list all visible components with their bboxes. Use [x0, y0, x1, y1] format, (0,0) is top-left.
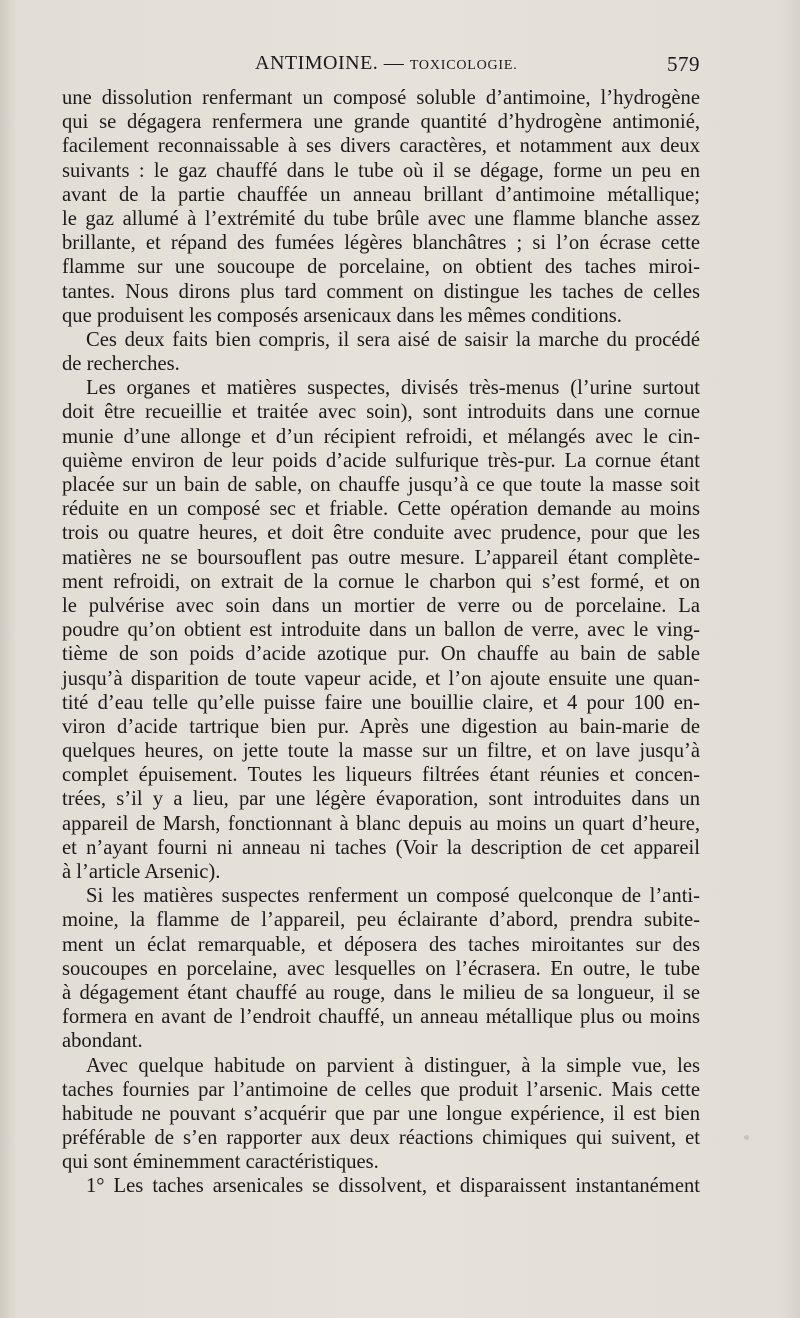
paper-speck: [744, 1135, 749, 1140]
text-line: une dissolution renfermant un composé soluble d’antimoine, l’hydrogène: [62, 87, 700, 109]
text-line: viron d’acide tartrique bien pur. Après une digestion au bain-marie de: [62, 715, 700, 738]
text-line: que produisent les composés arsenicaux dans les mêmes conditions.: [62, 304, 622, 327]
text-line: Les organes et matières suspectes, divisés très-menus (l’urine surtout: [86, 377, 700, 400]
text-line: de recherches.: [62, 353, 180, 376]
text-line: préférable de s’en rapporter aux deux réactions chimiques qui suivent, et: [62, 1127, 700, 1150]
text-line: jusqu’à disparition de toute vapeur acide, et l’on ajoute ensuite une quan-: [62, 667, 700, 690]
text-line: tantes. Nous dirons plus tard comment on distingue les taches de celles: [62, 280, 700, 303]
text-line: qui sont éminemment caractéristiques.: [62, 1151, 379, 1174]
text-line: 1° Les taches arsenicales se dissolvent, et disparaissent instantanément: [86, 1175, 700, 1198]
text-line: facilement reconnaissable à ses divers caractères, et notamment aux deux: [62, 135, 700, 158]
text-line: réduite en un composé sec et friable. Cette opération demande au moins: [62, 498, 700, 521]
text-line: doit être recueillie et traitée avec soin), sont introduits dans une cornue: [62, 401, 700, 424]
text-line: tité d’eau telle qu’elle puisse faire une bouillie claire, et 4 pour 100 en-: [62, 691, 700, 714]
running-title-main: ANTIMOINE. —: [255, 52, 410, 74]
page-number: 579: [667, 52, 700, 76]
text-line: brillante, et répand des fumées légères blanchâtres ; si l’on écrase cette: [62, 232, 700, 255]
text-line: trées, s’il y a lieu, par une légère évaporation, sont introduites dans un: [62, 788, 700, 811]
text-line: tième de son poids d’acide azotique pur. On chauffe au bain de sable: [62, 643, 700, 666]
text-line: quelques heures, on jette toute la masse sur un filtre, et on lave jusqu’à: [62, 740, 700, 763]
text-line: le pulvérise avec soin dans un mortier de verre ou de porcelaine. La: [62, 594, 700, 617]
text-line: moine, la flamme de l’appareil, peu éclairante d’abord, prendra subite-: [62, 909, 700, 932]
text-line: flamme sur une soucoupe de porcelaine, on obtient des taches miroi-: [62, 256, 700, 279]
body-text: [62, 86, 700, 1199]
text-line: quième environ de leur poids d’acide sulfurique très-pur. La cornue étant: [62, 449, 700, 472]
text-line: munie d’une allonge et d’un récipient refroidi, et mélangés avec le cin-: [62, 425, 700, 448]
text-line: suivants : le gaz chauffé dans le tube où il se dégage, forme un peu en: [62, 159, 700, 182]
text-line: soucoupes en porcelaine, avec lesquelles on l’écrasera. En outre, le tube: [62, 957, 700, 980]
text-line: trois ou quatre heures, et doit être conduite avec prudence, pour que les: [62, 522, 700, 545]
running-title: [255, 52, 518, 75]
text-line: ment un éclat remarquable, et déposera des taches miroitantes sur des: [62, 933, 700, 956]
text-line: à dégagement étant chauffé au rouge, dans le milieu de sa longueur, il se: [62, 981, 700, 1004]
text-line: le gaz allumé à l’extrémité du tube brûle avec une flamme blanche assez: [62, 207, 700, 230]
text-line: et n’ayant fourni ni anneau ni taches (Voir la description de cet appareil: [62, 836, 700, 859]
text-line: placée sur un bain de sable, on chauffe jusqu’à ce que toute la masse soit: [62, 474, 700, 496]
text-line: matières ne se boursouflent pas outre mesure. L’appareil étant complète-: [62, 546, 700, 569]
text-line: ment refroidi, on extrait de la cornue le charbon qui s’est formé, et on: [62, 570, 700, 593]
page-header: [255, 52, 700, 82]
text-line: à l’article Arsenic).: [62, 861, 221, 883]
running-title-section: TOXICOLOGIE.: [409, 58, 518, 73]
text-line: qui se dégagera renfermera une grande quantité d’hydrogène antimonié,: [62, 111, 700, 134]
text-line: taches fournies par l’antimoine de celles que produit l’arsenic. Mais cette: [62, 1078, 700, 1101]
text-line: habitude ne pouvant s’acquérir que par une longue expérience, il est bien: [62, 1102, 700, 1125]
text-line: poudre qu’on obtient est introduite dans un ballon de verre, avec le ving-: [62, 619, 700, 642]
text-line: Avec quelque habitude on parvient à distinguer, à la simple vue, les: [86, 1054, 700, 1077]
text-line: Si les matières suspectes renferment un composé quelconque de l’anti-: [86, 885, 700, 908]
text-line: appareil de Marsh, fonctionnant à blanc depuis au moins un quart d’heure,: [62, 812, 700, 835]
text-line: formera en avant de l’endroit chauffé, un anneau métallique plus ou moins: [62, 1006, 700, 1029]
text-line: abondant.: [62, 1030, 143, 1053]
text-line: avant de la partie chauffée un anneau brillant d’antimoine métallique;: [62, 183, 700, 206]
text-line: Ces deux faits bien compris, il sera aisé de saisir la marche du procédé: [86, 328, 700, 351]
text-line: complet épuisement. Toutes les liqueurs filtrées étant réunies et concen-: [62, 764, 700, 787]
